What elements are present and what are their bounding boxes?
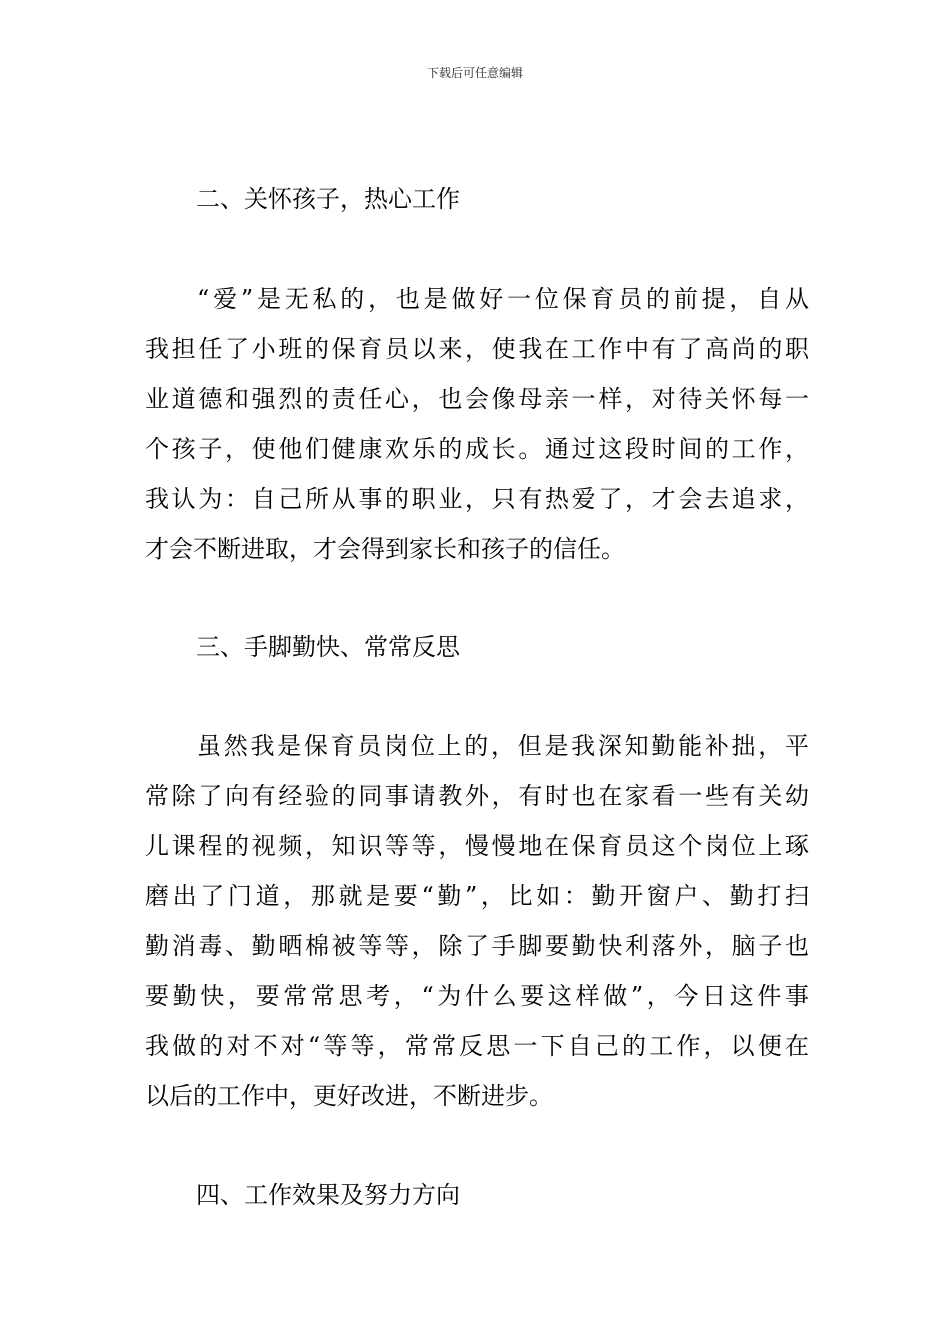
- paragraph-line: 我担任了小班的保育员以来，使我在工作中有了高尚的职: [145, 335, 809, 363]
- paragraph-line: 磨出了门道，那就是要“勤”，比如：勤开窗户、勤打扫: [145, 882, 809, 910]
- section-heading-2: 二、关怀孩子，热心工作: [196, 185, 460, 213]
- paragraph-line: 以后的工作中，更好改进，不断进步。: [145, 1082, 553, 1110]
- paragraph-line: 我认为：自己所从事的职业，只有热爱了，才会去追求，: [145, 485, 809, 513]
- paragraph-line: 我做的对不对“等等，常常反思一下自己的工作，以便在: [145, 1032, 809, 1060]
- section-heading-4: 四、工作效果及努力方向: [196, 1181, 460, 1209]
- section-heading-3: 三、手脚勤快、常常反思: [196, 633, 460, 661]
- paragraph-line: 常除了向有经验的同事请教外，有时也在家看一些有关幼: [145, 782, 809, 810]
- paragraph-line: 儿课程的视频，知识等等，慢慢地在保育员这个岗位上琢: [145, 832, 809, 860]
- paragraph-line: 才会不断进取，才会得到家长和孩子的信任。: [145, 535, 625, 563]
- paragraph-line: “爱”是无私的，也是做好一位保育员的前提，自从: [197, 285, 809, 313]
- paragraph-line: 勤消毒、勤晒棉被等等，除了手脚要勤快利落外，脑子也: [145, 932, 809, 960]
- paragraph-line: 要勤快，要常常思考，“为什么要这样做”，今日这件事: [145, 982, 809, 1010]
- paragraph-line: 业道德和强烈的责任心，也会像母亲一样，对待关怀每一: [145, 385, 809, 413]
- paragraph-line: 虽然我是保育员岗位上的，但是我深知勤能补拙，平: [197, 732, 809, 760]
- paragraph-line: 个孩子，使他们健康欢乐的成长。通过这段时间的工作，: [145, 435, 809, 463]
- page-header: 下载后可任意编辑: [426, 66, 523, 80]
